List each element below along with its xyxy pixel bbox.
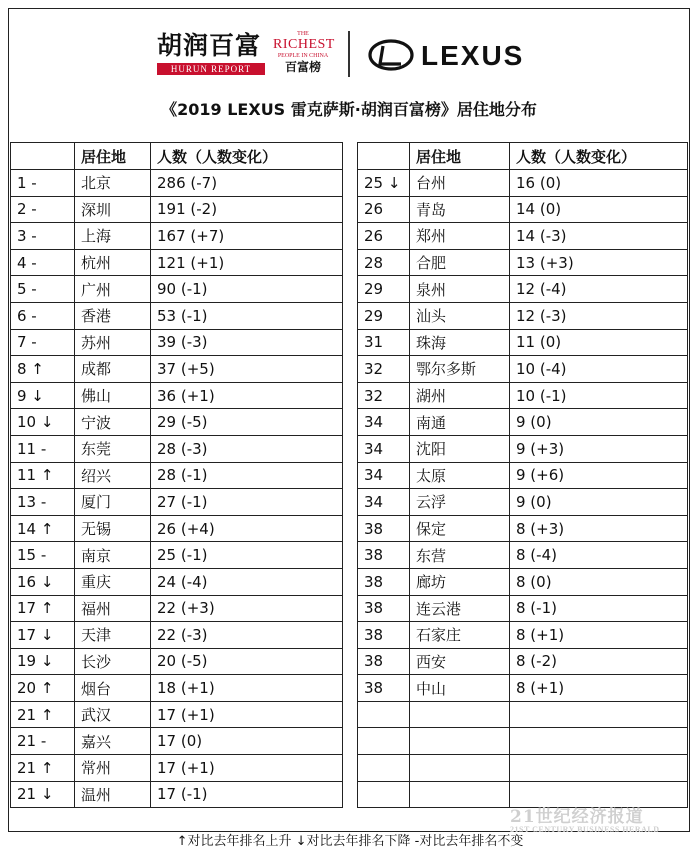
table-row: [358, 648, 688, 675]
table-row: [11, 755, 343, 782]
rank-cell: 8 ↑: [11, 356, 75, 383]
table-row: [11, 515, 343, 542]
rank-cell: 9 ↓: [11, 382, 75, 409]
rank-cell: 14 ↑: [11, 515, 75, 542]
count-cell: 24 (-4): [151, 568, 343, 595]
city-cell: 宁波: [75, 409, 151, 436]
rank-cell: 29: [358, 276, 410, 303]
table-row: [358, 223, 688, 250]
count-cell: 121 (+1): [151, 249, 343, 276]
count-cell: 36 (+1): [151, 382, 343, 409]
count-cell: 9 (0): [510, 409, 688, 436]
rank-cell: 34: [358, 435, 410, 462]
left-header-row: [11, 143, 343, 170]
rank-cell: 4 -: [11, 249, 75, 276]
column-header-count: 人数（人数变化）: [510, 143, 688, 170]
table-row: [358, 542, 688, 569]
column-header-rank: [358, 143, 410, 170]
table-row: [358, 462, 688, 489]
table-row: [11, 409, 343, 436]
rank-cell: 31: [358, 329, 410, 356]
richest-the: THE: [297, 31, 309, 37]
count-cell: 286 (-7): [151, 170, 343, 197]
count-cell: 8 (-2): [510, 648, 688, 675]
count-cell: 12 (-4): [510, 276, 688, 303]
table-row: [11, 622, 343, 649]
city-cell: 湖州: [410, 382, 510, 409]
count-cell: 22 (-3): [151, 622, 343, 649]
city-cell: 上海: [75, 223, 151, 250]
count-cell: 37 (+5): [151, 356, 343, 383]
hurun-logo-en: HURUN REPORT: [157, 63, 265, 75]
rank-cell: 21 ↑: [11, 701, 75, 728]
rank-cell: 38: [358, 675, 410, 702]
city-cell: 天津: [75, 622, 151, 649]
rank-cell: 16 ↓: [11, 568, 75, 595]
count-cell: 27 (-1): [151, 489, 343, 516]
city-cell: 长沙: [75, 648, 151, 675]
rank-cell: 7 -: [11, 329, 75, 356]
city-cell: 北京: [75, 170, 151, 197]
city-cell: 重庆: [75, 568, 151, 595]
count-cell: 9 (+3): [510, 435, 688, 462]
header: [9, 9, 689, 141]
table-row: [358, 329, 688, 356]
table-row: [11, 382, 343, 409]
rank-cell: 21 ↓: [11, 781, 75, 808]
city-cell: 珠海: [410, 329, 510, 356]
city-cell: 廊坊: [410, 568, 510, 595]
rank-cell: 11 ↑: [11, 462, 75, 489]
table-row: [11, 462, 343, 489]
rank-cell: 38: [358, 568, 410, 595]
city-cell: [410, 701, 510, 728]
count-cell: 29 (-5): [151, 409, 343, 436]
watermark-cn: 21世纪经济报道: [510, 807, 644, 827]
city-cell: 保定: [410, 515, 510, 542]
watermark: [510, 802, 690, 832]
count-cell: 191 (-2): [151, 196, 343, 223]
count-cell: 11 (0): [510, 329, 688, 356]
count-cell: 53 (-1): [151, 302, 343, 329]
count-cell: 8 (-4): [510, 542, 688, 569]
rank-cell: 34: [358, 409, 410, 436]
table-row: [358, 356, 688, 383]
count-cell: 22 (+3): [151, 595, 343, 622]
count-cell: 10 (-1): [510, 382, 688, 409]
rank-cell: 17 ↓: [11, 622, 75, 649]
lexus-logo-text: LEXUS: [421, 40, 525, 71]
table-right: [357, 142, 688, 808]
city-cell: 东莞: [75, 435, 151, 462]
column-header-rank: [11, 143, 75, 170]
count-cell: 28 (-3): [151, 435, 343, 462]
city-cell: 云浮: [410, 489, 510, 516]
rank-cell: 6 -: [11, 302, 75, 329]
watermark-en: 21ST CENTURY BUSINESS HERALD: [510, 825, 660, 834]
table-row: [11, 648, 343, 675]
count-cell: 25 (-1): [151, 542, 343, 569]
table-row: [358, 568, 688, 595]
count-cell: 10 (-4): [510, 356, 688, 383]
city-cell: 武汉: [75, 701, 151, 728]
table-row: [358, 382, 688, 409]
table-row: [11, 435, 343, 462]
count-cell: 8 (+1): [510, 675, 688, 702]
rank-cell: [358, 781, 410, 808]
count-cell: 14 (0): [510, 196, 688, 223]
table-row: [11, 489, 343, 516]
city-cell: 广州: [75, 276, 151, 303]
count-cell: 17 (+1): [151, 755, 343, 782]
rank-cell: 38: [358, 595, 410, 622]
count-cell: 8 (-1): [510, 595, 688, 622]
rank-cell: 25 ↓: [358, 170, 410, 197]
city-cell: 沈阳: [410, 435, 510, 462]
hurun-report-logo: [157, 31, 269, 79]
column-header-city: 居住地: [75, 143, 151, 170]
city-cell: 温州: [75, 781, 151, 808]
table-row: [358, 622, 688, 649]
table-row: [11, 356, 343, 383]
city-cell: 郑州: [410, 223, 510, 250]
count-cell: 9 (0): [510, 489, 688, 516]
rank-cell: 38: [358, 622, 410, 649]
table-row: [11, 249, 343, 276]
table-row: [358, 675, 688, 702]
city-cell: 苏州: [75, 329, 151, 356]
city-cell: 佛山: [75, 382, 151, 409]
table-row: [358, 489, 688, 516]
city-cell: 石家庄: [410, 622, 510, 649]
rank-cell: 11 -: [11, 435, 75, 462]
count-cell: 9 (+6): [510, 462, 688, 489]
rank-cell: 38: [358, 515, 410, 542]
count-cell: 14 (-3): [510, 223, 688, 250]
table-row: [358, 249, 688, 276]
count-cell: 8 (+3): [510, 515, 688, 542]
table-row: [358, 755, 688, 782]
city-cell: 绍兴: [75, 462, 151, 489]
city-cell: [410, 781, 510, 808]
city-cell: 深圳: [75, 196, 151, 223]
city-cell: 西安: [410, 648, 510, 675]
city-cell: 合肥: [410, 249, 510, 276]
rank-cell: 38: [358, 542, 410, 569]
rank-cell: 15 -: [11, 542, 75, 569]
rank-cell: [358, 728, 410, 755]
city-cell: 太原: [410, 462, 510, 489]
rank-cell: [358, 755, 410, 782]
count-cell: 12 (-3): [510, 302, 688, 329]
rank-cell: 34: [358, 489, 410, 516]
rank-cell: 13 -: [11, 489, 75, 516]
richest-word: RICHEST: [273, 37, 335, 52]
table-row: [358, 435, 688, 462]
count-cell: 28 (-1): [151, 462, 343, 489]
rank-cell: 19 ↓: [11, 648, 75, 675]
city-cell: 香港: [75, 302, 151, 329]
count-cell: [510, 755, 688, 782]
richest-people-logo: [273, 31, 333, 79]
city-cell: 南通: [410, 409, 510, 436]
city-cell: [410, 728, 510, 755]
hurun-logo-cn: 胡润百富: [157, 31, 262, 60]
count-cell: 17 (-1): [151, 781, 343, 808]
city-cell: 南京: [75, 542, 151, 569]
table-row: [11, 701, 343, 728]
table-row: [358, 196, 688, 223]
count-cell: 167 (+7): [151, 223, 343, 250]
richest-sub: PEOPLE IN CHINA: [277, 53, 329, 59]
count-cell: 8 (+1): [510, 622, 688, 649]
table-row: [11, 223, 343, 250]
city-cell: 中山: [410, 675, 510, 702]
city-cell: 东营: [410, 542, 510, 569]
table-row: [358, 728, 688, 755]
table-row: [358, 302, 688, 329]
rank-cell: [358, 701, 410, 728]
table-row: [358, 515, 688, 542]
table-row: [11, 675, 343, 702]
city-cell: 常州: [75, 755, 151, 782]
table-left: [10, 142, 343, 808]
rank-cell: 32: [358, 356, 410, 383]
rank-cell: 3 -: [11, 223, 75, 250]
richest-cn: 百富榜: [284, 60, 321, 74]
count-cell: 90 (-1): [151, 276, 343, 303]
rank-cell: 2 -: [11, 196, 75, 223]
table-row: [358, 170, 688, 197]
count-cell: 16 (0): [510, 170, 688, 197]
count-cell: 39 (-3): [151, 329, 343, 356]
rank-cell: 10 ↓: [11, 409, 75, 436]
rank-cell: 17 ↑: [11, 595, 75, 622]
rank-cell: 1 -: [11, 170, 75, 197]
table-row: [11, 781, 343, 808]
city-cell: 福州: [75, 595, 151, 622]
lexus-logo: [367, 37, 555, 73]
table-row: [358, 276, 688, 303]
rank-cell: 34: [358, 462, 410, 489]
rank-cell: 28: [358, 249, 410, 276]
city-cell: 青岛: [410, 196, 510, 223]
city-cell: 嘉兴: [75, 728, 151, 755]
rank-cell: 38: [358, 648, 410, 675]
rank-cell: 26: [358, 196, 410, 223]
city-cell: 泉州: [410, 276, 510, 303]
city-cell: 汕头: [410, 302, 510, 329]
rank-cell: 21 -: [11, 728, 75, 755]
city-cell: 烟台: [75, 675, 151, 702]
rank-cell: 29: [358, 302, 410, 329]
city-cell: [410, 755, 510, 782]
city-cell: 鄂尔多斯: [410, 356, 510, 383]
count-cell: 17 (0): [151, 728, 343, 755]
column-header-city: 居住地: [410, 143, 510, 170]
table-row: [11, 568, 343, 595]
city-cell: 台州: [410, 170, 510, 197]
rank-cell: 32: [358, 382, 410, 409]
table-row: [11, 196, 343, 223]
logo-separator: [348, 31, 350, 77]
count-cell: 17 (+1): [151, 701, 343, 728]
rank-cell: 20 ↑: [11, 675, 75, 702]
city-cell: 无锡: [75, 515, 151, 542]
table-row: [11, 302, 343, 329]
table-row: [11, 276, 343, 303]
legend-footer: ↑对比去年排名上升 ↓对比去年排名下降 -对比去年排名不变: [176, 834, 524, 849]
count-cell: 18 (+1): [151, 675, 343, 702]
table-row: [11, 728, 343, 755]
table-row: [358, 409, 688, 436]
rank-cell: 26: [358, 223, 410, 250]
count-cell: 13 (+3): [510, 249, 688, 276]
city-cell: 连云港: [410, 595, 510, 622]
count-cell: 20 (-5): [151, 648, 343, 675]
table-row: [11, 329, 343, 356]
table-row: [358, 595, 688, 622]
count-cell: 26 (+4): [151, 515, 343, 542]
table-row: [11, 170, 343, 197]
column-header-count: 人数（人数变化）: [151, 143, 343, 170]
page-title: 《2019 LEXUS 雷克萨斯·胡润百富榜》居住地分布: [161, 100, 537, 119]
table-row: [358, 701, 688, 728]
table-row: [11, 542, 343, 569]
city-cell: 成都: [75, 356, 151, 383]
count-cell: 8 (0): [510, 568, 688, 595]
city-cell: 厦门: [75, 489, 151, 516]
right-header-row: [358, 143, 688, 170]
count-cell: [510, 728, 688, 755]
city-cell: 杭州: [75, 249, 151, 276]
rank-cell: 5 -: [11, 276, 75, 303]
rank-cell: 21 ↑: [11, 755, 75, 782]
count-cell: [510, 701, 688, 728]
table-row: [11, 595, 343, 622]
